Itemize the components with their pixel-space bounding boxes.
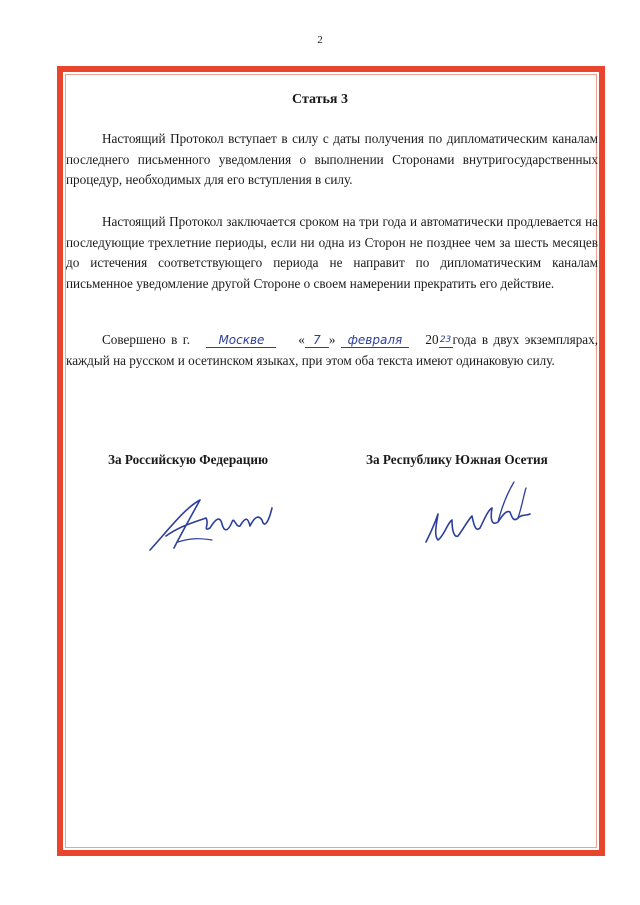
quote-open: « [298,332,305,347]
closing-paragraph [66,330,598,371]
year-prefix: 20 [425,332,439,347]
handwritten-day: 7 [305,334,329,348]
article-title: Статья 3 [292,92,348,107]
paragraph-term: Настоящий Протокол заключается сроком на три года и автоматически продлевается на последующие трехлетние периоды, если ни одна из Сторон не позднее чем за шесть месяцев до истечения соответствующего периода не направит по дипломатическим каналам письменное уведомление другой Стороне о своем намерении прекратить его действие. [66,214,598,291]
paragraph-entry-into-force: Настоящий Протокол вступает в силу с даты получения по дипломатическим каналам последнего письменного уведомления о выполнении Сторонами внутригосударственных процедур, необходимых для его вступления в силу. [66,131,598,187]
handwritten-month: февраля [341,334,409,348]
closing-prefix: Совершено в г. [102,332,191,347]
handwritten-city: Москве [206,334,276,348]
quote-close: » [328,332,336,347]
handwritten-year: 23 [439,334,453,348]
signature-south-ossetia [418,480,538,565]
page-number: 2 [317,34,323,46]
signature-russia [140,488,280,558]
closing-suffix: года в двух экземплярах, каждый на русском и осетинском языках, при этом оба текста имеют одинаковую силу. [66,332,599,368]
signatory-russia: За Российскую Федерацию [108,452,269,467]
signatory-south-ossetia: За Республику Южная Осетия [366,452,548,467]
